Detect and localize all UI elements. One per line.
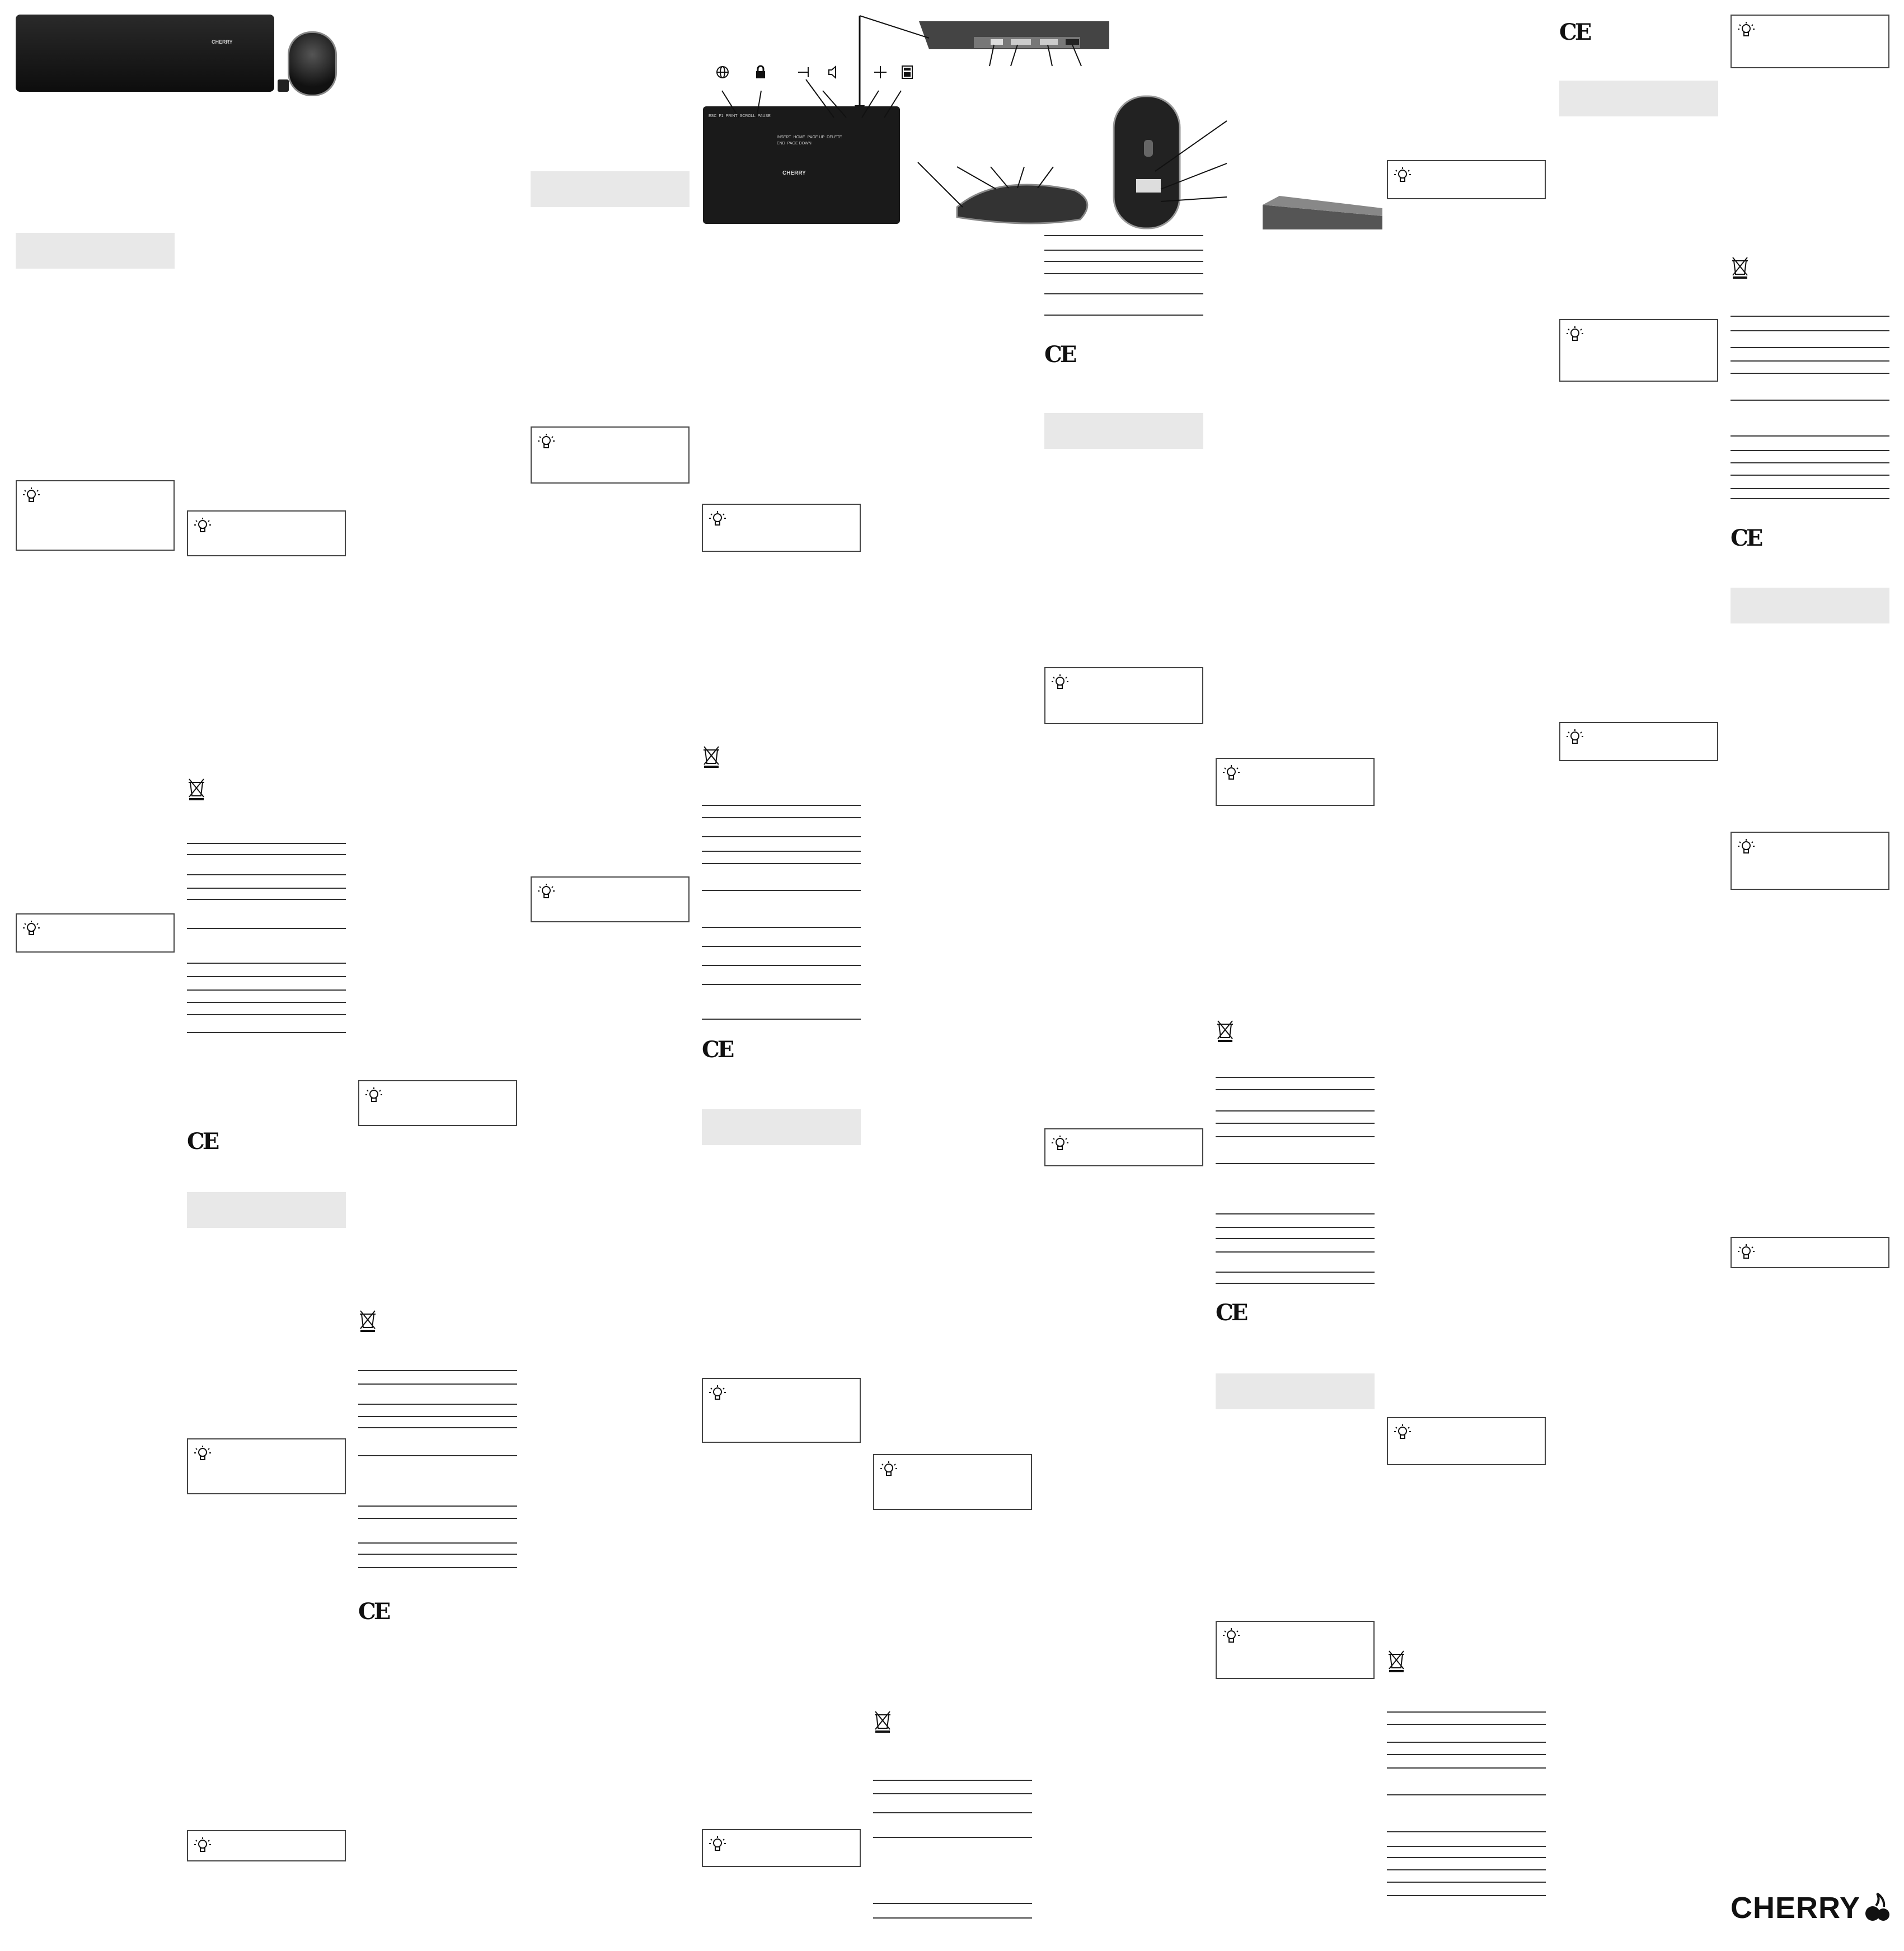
rule-line — [1387, 1754, 1546, 1755]
tip-box — [1216, 758, 1375, 806]
lightbulb-icon — [537, 883, 555, 901]
rule-line — [702, 863, 861, 864]
rule-line — [873, 1780, 1032, 1781]
lightbulb-icon — [1394, 1424, 1411, 1442]
rule-line — [187, 1014, 346, 1015]
weee-bin-icon — [187, 778, 206, 800]
rule-line — [187, 899, 346, 900]
rule-line — [1731, 475, 1889, 476]
rule-line — [1044, 261, 1203, 262]
tip-box — [702, 504, 861, 552]
ce-mark: CE — [1731, 525, 1761, 551]
rule-line — [358, 1554, 517, 1555]
tip-box — [873, 1454, 1032, 1510]
key-label: INSERT — [777, 135, 791, 139]
lightbulb-icon — [709, 1836, 726, 1854]
rule-line — [1216, 1251, 1375, 1253]
section-header — [1731, 588, 1889, 623]
lightbulb-icon — [709, 1385, 726, 1403]
ce-mark: CE — [1559, 19, 1590, 45]
rule-line — [702, 965, 861, 966]
section-header — [16, 233, 175, 269]
rule-line — [1731, 498, 1889, 499]
keyboard-diagram — [694, 11, 1399, 235]
rule-line — [1216, 1227, 1375, 1228]
lightbulb-icon — [1051, 674, 1069, 692]
tip-box — [1387, 1417, 1546, 1465]
cherry-logo-text: CHERRY — [1731, 1891, 1861, 1925]
rule-line — [1216, 1163, 1375, 1164]
key-label: DELETE — [827, 135, 842, 139]
keyboard-diagram-brand: CHERRY — [782, 170, 806, 176]
rule-line — [1216, 1077, 1375, 1078]
key-label: END — [777, 142, 785, 146]
rule-line — [1044, 293, 1203, 294]
rule-line — [873, 1917, 1032, 1919]
keyboard-nav-keys — [777, 135, 844, 146]
key-label: PAGE DOWN — [787, 142, 812, 146]
cherry-fruit-icon — [1864, 1892, 1891, 1924]
cherry-logo — [1731, 1891, 1891, 1925]
tip-box — [1216, 1621, 1375, 1679]
weee-bin-icon — [1216, 1020, 1235, 1042]
tip-box — [531, 876, 690, 922]
tip-box — [1044, 1128, 1203, 1166]
lightbulb-icon — [1222, 1628, 1240, 1645]
key-label: F1 — [719, 114, 724, 118]
rule-line — [187, 854, 346, 855]
ce-mark: CE — [1044, 341, 1075, 368]
ce-mark: CE — [187, 1128, 218, 1155]
weee-bin-icon — [1731, 256, 1750, 279]
rule-line — [358, 1455, 517, 1456]
rule-line — [702, 927, 861, 928]
calculator-icon — [901, 65, 913, 79]
key-label: PAGE UP — [807, 135, 825, 139]
rule-line — [1216, 1283, 1375, 1284]
rule-line — [1731, 488, 1889, 489]
rule-line — [702, 946, 861, 947]
ce-mark: CE — [1216, 1300, 1246, 1326]
tip-box — [16, 913, 175, 953]
section-header — [187, 1192, 346, 1228]
rule-line — [702, 890, 861, 891]
keyboard-top-keys — [709, 114, 897, 122]
rule-line — [1216, 1123, 1375, 1124]
rule-line — [187, 928, 346, 929]
rule-line — [358, 1518, 517, 1519]
rule-line — [702, 851, 861, 852]
section-header — [702, 1109, 861, 1145]
tip-box — [531, 426, 690, 484]
rule-line — [1216, 1238, 1375, 1239]
ce-mark: CE — [702, 1037, 733, 1063]
tip-box — [16, 480, 175, 551]
tip-box — [1387, 160, 1546, 199]
rule-line — [1387, 1869, 1546, 1870]
lightbulb-icon — [880, 1461, 898, 1479]
rule-line — [187, 963, 346, 964]
rule-line — [1731, 450, 1889, 451]
weee-bin-icon — [702, 745, 721, 768]
rule-line — [1731, 360, 1889, 362]
rule-line — [358, 1416, 517, 1417]
section-header — [1216, 1373, 1375, 1409]
tip-box — [1731, 15, 1889, 68]
rule-line — [358, 1370, 517, 1371]
tip-box — [358, 1080, 517, 1126]
lightbulb-icon — [1222, 765, 1240, 782]
rule-line — [1216, 1272, 1375, 1273]
key-label: SCROLL — [739, 114, 756, 118]
rule-line — [1731, 435, 1889, 437]
rule-line — [1387, 1724, 1546, 1725]
lightbulb-icon — [1051, 1135, 1069, 1153]
lightbulb-icon — [709, 510, 726, 528]
lightbulb-icon — [1566, 729, 1584, 747]
rule-line — [1387, 1767, 1546, 1769]
tip-box — [1559, 319, 1718, 382]
rule-line — [873, 1793, 1032, 1794]
lightbulb-icon — [1737, 21, 1755, 39]
rule-line — [1216, 1213, 1375, 1214]
rule-line — [702, 817, 861, 818]
rule-line — [1044, 235, 1203, 236]
weee-bin-icon — [873, 1710, 892, 1733]
rule-line — [187, 843, 346, 844]
rule-line — [1216, 1136, 1375, 1137]
tip-box — [1731, 1237, 1889, 1268]
rule-line — [1387, 1742, 1546, 1743]
rule-line — [873, 1903, 1032, 1904]
globe-icon — [715, 65, 730, 79]
usb-receiver-photo — [278, 79, 289, 92]
tip-box — [1044, 667, 1203, 724]
key-label: ESC — [709, 114, 717, 118]
rule-line — [358, 1427, 517, 1428]
rule-line — [187, 1002, 346, 1003]
rule-line — [187, 976, 346, 977]
key-label: HOME — [793, 135, 805, 139]
rule-line — [873, 1837, 1032, 1838]
lightbulb-icon — [22, 920, 40, 938]
lightbulb-icon — [1394, 167, 1411, 185]
rule-line — [187, 888, 346, 889]
lightbulb-icon — [537, 433, 555, 451]
rule-line — [702, 1019, 861, 1020]
rule-line — [1044, 315, 1203, 316]
lightbulb-icon — [22, 487, 40, 505]
rule-line — [1387, 1882, 1546, 1883]
rule-line — [1387, 1857, 1546, 1858]
keyboard-photo — [16, 15, 274, 92]
tip-box — [1731, 832, 1889, 890]
key-label: PAUSE — [757, 114, 771, 118]
tip-box — [702, 1829, 861, 1867]
section-header — [1559, 81, 1718, 116]
rule-line — [358, 1383, 517, 1385]
rule-line — [1731, 316, 1889, 317]
rule-line — [1387, 1846, 1546, 1847]
lightbulb-icon — [1737, 1244, 1755, 1261]
rule-line — [1387, 1711, 1546, 1713]
rule-line — [702, 805, 861, 806]
rule-line — [187, 874, 346, 875]
rule-line — [1731, 347, 1889, 348]
lightbulb-icon — [194, 1837, 212, 1855]
ce-mark: CE — [358, 1598, 389, 1625]
lock-icon — [754, 65, 767, 79]
rule-line — [873, 1812, 1032, 1813]
tip-box — [187, 1438, 346, 1494]
volume-icon — [827, 65, 840, 79]
tip-box — [187, 510, 346, 556]
tip-box — [187, 1830, 346, 1861]
rule-line — [702, 984, 861, 985]
rule-line — [1387, 1895, 1546, 1896]
rule-line — [1731, 330, 1889, 331]
rule-line — [1387, 1831, 1546, 1832]
rule-line — [1731, 462, 1889, 463]
rule-line — [358, 1567, 517, 1568]
rule-line — [187, 1032, 346, 1033]
section-header — [1044, 413, 1203, 449]
rule-line — [358, 1506, 517, 1507]
lightbulb-icon — [1566, 326, 1584, 344]
mouse-photo — [288, 31, 337, 96]
rule-line — [1731, 400, 1889, 401]
rule-line — [702, 836, 861, 837]
weee-bin-icon — [358, 1310, 377, 1332]
rule-line — [358, 1404, 517, 1405]
rule-line — [1731, 373, 1889, 374]
rule-line — [1044, 250, 1203, 251]
volume-up-icon — [873, 65, 888, 79]
lightbulb-icon — [194, 1445, 212, 1463]
weee-bin-icon — [1387, 1650, 1406, 1672]
lightbulb-icon — [194, 517, 212, 535]
rule-line — [1044, 273, 1203, 274]
rule-line — [358, 1542, 517, 1544]
tip-box — [702, 1378, 861, 1443]
rule-line — [187, 989, 346, 991]
tip-box — [1559, 722, 1718, 761]
rule-line — [1387, 1794, 1546, 1795]
keyboard-brand-label: CHERRY — [212, 39, 233, 45]
lightbulb-icon — [365, 1087, 383, 1105]
rule-line — [1216, 1110, 1375, 1111]
section-header — [531, 171, 690, 207]
rule-line — [1216, 1089, 1375, 1090]
key-label: PRINT — [725, 114, 738, 118]
lightbulb-icon — [1737, 838, 1755, 856]
volume-down-icon — [797, 66, 809, 78]
